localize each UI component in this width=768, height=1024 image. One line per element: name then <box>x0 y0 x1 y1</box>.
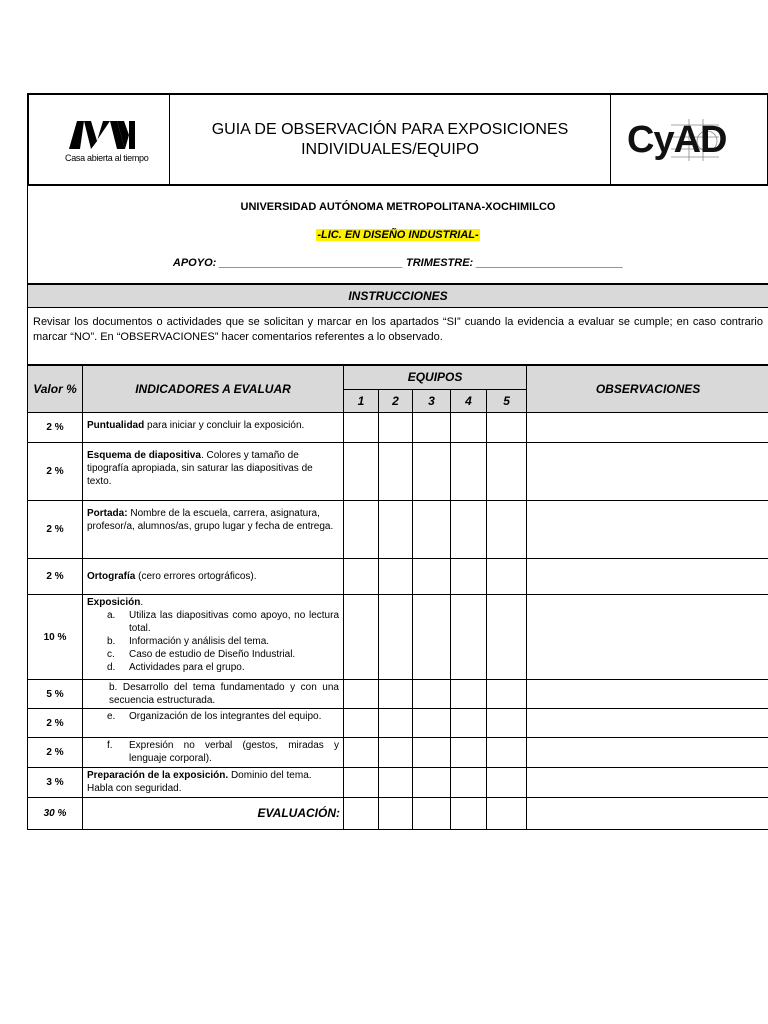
row-indicator: Ortografía (cero errores ortográficos). <box>83 559 344 595</box>
header-valor: Valor % <box>28 366 83 413</box>
equipo-5-header: 5 <box>487 390 527 413</box>
table-header-row <box>28 366 768 390</box>
row-valor: 2 % <box>28 738 83 768</box>
table-row <box>28 559 768 595</box>
table-row <box>28 443 768 501</box>
check-cell[interactable] <box>487 680 527 709</box>
equipo-3-header: 3 <box>413 390 451 413</box>
header-indicadores: INDICADORES A EVALUAR <box>83 366 344 413</box>
observations-cell[interactable] <box>527 768 768 798</box>
check-cell[interactable] <box>344 595 379 680</box>
trimestre-label: TRIMESTRE: <box>405 257 474 269</box>
check-cell[interactable] <box>344 680 379 709</box>
row-valor: 2 % <box>28 559 83 595</box>
university-info <box>27 186 768 284</box>
apoyo-trimestre-line <box>28 257 768 269</box>
observations-cell[interactable] <box>527 595 768 680</box>
trimestre-field[interactable]: ________________________ <box>476 257 624 269</box>
check-cell[interactable] <box>451 595 487 680</box>
check-cell[interactable] <box>379 443 413 501</box>
list-item: c. Caso de estudio de Diseño Industrial. <box>107 649 296 660</box>
apoyo-field[interactable]: ______________________________ <box>219 257 403 269</box>
row-indicator: Esquema de diapositiva. Colores y tamaño de tipografía apropiada, sin saturar las diapositivas de texto. <box>83 443 344 501</box>
uam-logo-text: Casa abierta al tiempo <box>65 153 149 163</box>
check-cell[interactable] <box>344 413 379 443</box>
header-equipos: EQUIPOS <box>344 366 527 390</box>
equipo-1-header: 1 <box>344 390 379 413</box>
university-name: UNIVERSIDAD AUTÓNOMA METROPOLITANA-XOCHIMILCO <box>240 201 556 213</box>
uam-logo-icon <box>29 95 169 184</box>
observations-cell[interactable] <box>527 413 768 443</box>
row-valor: 2 % <box>28 443 83 501</box>
observations-cell[interactable] <box>527 559 768 595</box>
check-cell[interactable] <box>379 559 413 595</box>
row-indicator: f. Expresión no verbal (gestos, miradas y lenguaje corporal). <box>83 738 344 768</box>
check-cell[interactable] <box>451 501 487 559</box>
row-indicator: Preparación de la exposición. Dominio del tema. Habla con seguridad. <box>83 768 344 798</box>
check-cell[interactable] <box>379 738 413 768</box>
row-indicator: Exposición. a. Utiliza las diapositivas como apoyo, no lectura total. b. Información y análisis del tema. c. Caso de estudio de Diseño Industrial. d. Actividades para el grupo. <box>83 595 344 680</box>
observations-cell[interactable] <box>527 501 768 559</box>
row-valor: 10 % <box>28 595 83 680</box>
row-indicator: Puntualidad para iniciar y concluir la exposición. <box>83 413 344 443</box>
check-cell[interactable] <box>413 709 451 738</box>
cyad-logo <box>610 95 767 184</box>
check-cell[interactable] <box>379 501 413 559</box>
list-item: d. Actividades para el grupo. <box>107 662 245 673</box>
row-valor: 2 % <box>28 413 83 443</box>
check-cell[interactable] <box>413 738 451 768</box>
check-cell[interactable] <box>487 443 527 501</box>
check-cell[interactable] <box>451 443 487 501</box>
header-observaciones: OBSERVACIONES <box>527 366 768 413</box>
check-cell[interactable] <box>379 709 413 738</box>
table-row <box>28 709 768 738</box>
check-cell[interactable] <box>379 680 413 709</box>
list-item: b. Información y análisis del tema. <box>107 636 270 647</box>
check-cell[interactable] <box>451 680 487 709</box>
check-cell[interactable] <box>413 595 451 680</box>
check-cell[interactable] <box>344 768 379 798</box>
table-row <box>28 738 768 768</box>
row-valor: 2 % <box>28 501 83 559</box>
check-cell[interactable] <box>379 595 413 680</box>
observations-cell[interactable] <box>527 709 768 738</box>
title-line-1: GUIA DE OBSERVACIÓN PARA EXPOSICIONES <box>211 120 569 138</box>
table-row <box>28 680 768 709</box>
table-row <box>28 768 768 798</box>
check-cell[interactable] <box>487 559 527 595</box>
row-valor: 3 % <box>28 768 83 798</box>
check-cell[interactable] <box>379 413 413 443</box>
row-indicator: Portada: Nombre de la escuela, carrera, asignatura, profesor/a, alumnos/as, grupo lugar y fecha de entrega. <box>83 501 344 559</box>
check-cell[interactable] <box>413 798 451 830</box>
check-cell[interactable] <box>487 413 527 443</box>
check-cell[interactable] <box>451 798 487 830</box>
check-cell[interactable] <box>344 709 379 738</box>
check-cell[interactable] <box>487 738 527 768</box>
check-cell[interactable] <box>487 798 527 830</box>
row-indicator: b. Desarrollo del tema fundamentado y con una secuencia estructurada. <box>83 680 344 709</box>
check-cell[interactable] <box>413 501 451 559</box>
check-cell[interactable] <box>344 798 379 830</box>
check-cell[interactable] <box>487 709 527 738</box>
program-name: -LIC. EN DISEÑO INDUSTRIAL- <box>317 229 479 241</box>
check-cell[interactable] <box>413 559 451 595</box>
observations-cell[interactable] <box>527 680 768 709</box>
total-valor: 30 % <box>28 798 83 830</box>
check-cell[interactable] <box>344 559 379 595</box>
check-cell[interactable] <box>413 680 451 709</box>
check-cell[interactable] <box>413 443 451 501</box>
row-valor: 2 % <box>28 709 83 738</box>
row-indicator: e. Organización de los integrantes del equipo. <box>83 709 344 738</box>
observations-cell[interactable] <box>527 738 768 768</box>
cyad-logo-text: CyAD <box>627 119 727 161</box>
apoyo-label: APOYO: <box>172 257 217 269</box>
check-cell[interactable] <box>379 798 413 830</box>
check-cell[interactable] <box>451 768 487 798</box>
observations-cell[interactable] <box>527 798 768 830</box>
check-cell[interactable] <box>379 768 413 798</box>
check-cell[interactable] <box>487 768 527 798</box>
row-valor: 5 % <box>28 680 83 709</box>
instructions-text: Revisar los documentos o actividades que se solicitan y marcar en los apartados “SI” cuando la evidencia a evaluar se cumple; en caso contrario marcar “NO”. En “OBSERVACIONES” hacer comentarios referentes a lo observado. <box>27 308 768 365</box>
check-cell[interactable] <box>487 595 527 680</box>
title-line-2: INDIVIDUALES/EQUIPO <box>301 140 479 158</box>
document-title <box>169 95 611 184</box>
table-row <box>28 413 768 443</box>
check-cell[interactable] <box>344 501 379 559</box>
check-cell[interactable] <box>487 501 527 559</box>
check-cell[interactable] <box>451 413 487 443</box>
equipo-2-header: 2 <box>379 390 413 413</box>
check-cell[interactable] <box>451 559 487 595</box>
check-cell[interactable] <box>451 709 487 738</box>
table-row <box>28 501 768 559</box>
check-cell[interactable] <box>344 738 379 768</box>
document-header <box>27 93 768 186</box>
table-row <box>28 595 768 680</box>
check-cell[interactable] <box>413 413 451 443</box>
observations-cell[interactable] <box>527 443 768 501</box>
uam-logo <box>29 95 170 184</box>
list-item: a. Utiliza las diapositivas como apoyo, no lectura total. <box>107 610 339 634</box>
check-cell[interactable] <box>344 443 379 501</box>
evaluation-label: EVALUACIÓN: <box>83 798 344 830</box>
check-cell[interactable] <box>451 738 487 768</box>
total-row <box>28 798 768 830</box>
equipo-4-header: 4 <box>451 390 487 413</box>
check-cell[interactable] <box>413 768 451 798</box>
evaluation-table <box>27 365 768 830</box>
instructions-heading: INSTRUCCIONES <box>27 284 768 308</box>
